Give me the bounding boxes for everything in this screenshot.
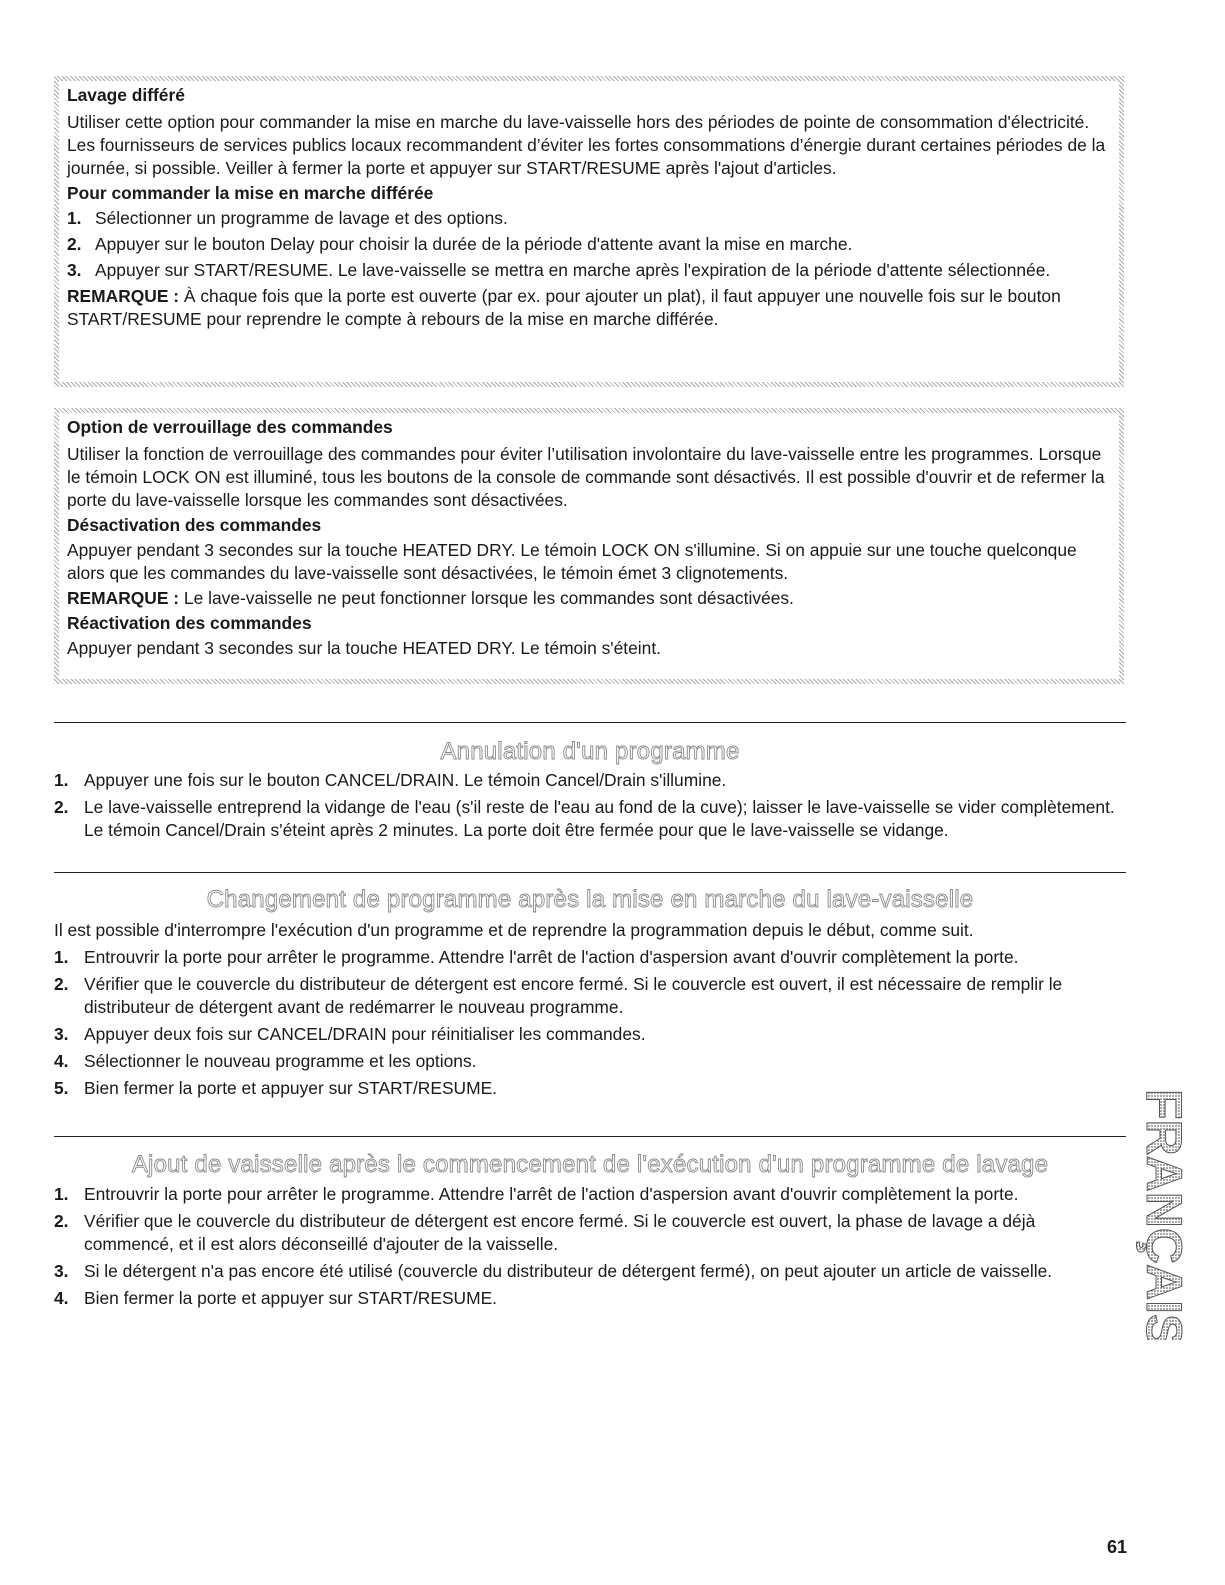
add-dishes-steps-list [54, 1183, 1124, 1310]
delay-start-subtitle: Pour commander la mise en marche différée [67, 183, 434, 203]
step-text: Vérifier que le couvercle du distributeur de détergent est encore fermé. Si le couvercle est ouvert, la phase de lavage a déjà commencé, et il est alors déconseillé d'ajouter de la vaisselle. [84, 1211, 1036, 1254]
delay-wash-box [54, 76, 1124, 387]
list-item [54, 1077, 1124, 1100]
change-steps-list [54, 946, 1124, 1100]
step-text: Appuyer sur START/RESUME. Le lave-vaisselle se mettra en marche après l'expiration de la période d'attente sélectionnée. [95, 260, 1051, 280]
cancel-section [54, 769, 1124, 846]
language-side-tab [1135, 1085, 1187, 1340]
step-number: 1. [54, 770, 69, 790]
delay-wash-intro: Utiliser cette option pour commander la mise en marche du lave-vaisselle hors des périodes de pointe de consommation d'électricité. Les fournisseurs de services publics locaux recommandent d’éviter les fortes consommations d’énergie durant certaines périodes de la journée, si possible. Veiller à fermer la porte et appuyer sur START/RESUME après l'ajout d'articles. [67, 112, 1106, 178]
reactivate-title: Réactivation des commandes [67, 613, 312, 633]
list-item [67, 259, 1111, 282]
step-number: 2. [54, 974, 69, 994]
language-tab-text: FRANÇAIS [1136, 1089, 1187, 1340]
step-text: Vérifier que le couvercle du distributeur de détergent est encore fermé. Si le couvercle est ouvert, il est nécessaire de remplir le distributeur de détergent avant de redémarrer le nouveau programme. [84, 974, 1063, 1017]
step-number: 2. [54, 1211, 69, 1231]
add-dishes-section-title: Ajout de vaisselle après le commencement de l'exécution d'un programme de lavage [131, 1151, 1049, 1178]
step-text: Sélectionner le nouveau programme et les options. [84, 1051, 477, 1071]
step-number: 1. [67, 208, 82, 228]
control-lock-intro: Utiliser la fonction de verrouillage des commandes pour éviter l’utilisation involontaire du lave-vaisselle entre les programmes. Lorsque le témoin LOCK ON est illuminé, tous les boutons de la console de commande sont désactivés. Il est possible d'ouvrir et de refermer la porte du lave-vaisselle lorsque les commandes sont désactivées. [67, 444, 1105, 510]
language-tab-graphic [1135, 1085, 1187, 1340]
list-item [54, 1287, 1124, 1310]
lock-note [67, 587, 1111, 610]
note-text: Le lave-vaisselle ne peut fonctionner lorsque les commandes sont désactivées. [179, 588, 794, 608]
change-intro: Il est possible d'interrompre l'exécution d'un programme et de reprendre la programmation depuis le début, comme suit. [54, 920, 974, 940]
change-section-title: Changement de programme après la mise en marche du lave-vaisselle [206, 886, 974, 913]
step-number: 1. [54, 1184, 69, 1204]
control-lock-box [54, 408, 1124, 684]
list-item [54, 769, 1124, 792]
list-item [54, 1210, 1124, 1256]
cancel-section-title: Annulation d'un programme [440, 738, 740, 765]
step-number: 4. [54, 1051, 69, 1071]
step-number: 3. [67, 260, 82, 280]
step-number: 2. [54, 797, 69, 817]
step-text: Si le détergent n'a pas encore été utilisé (couvercle du distributeur de détergent fermé), on peut ajouter un article de vaisselle. [84, 1261, 1053, 1281]
reactivate-text: Appuyer pendant 3 secondes sur la touche HEATED DRY. Le témoin s'éteint. [67, 638, 661, 658]
list-item [54, 1023, 1124, 1046]
step-text: Bien fermer la porte et appuyer sur START/RESUME. [84, 1288, 498, 1308]
step-text: Bien fermer la porte et appuyer sur START/RESUME. [84, 1078, 498, 1098]
step-number: 2. [67, 234, 82, 254]
change-section [54, 919, 1124, 1104]
step-text: Entrouvrir la porte pour arrêter le programme. Attendre l'arrêt de l'action d'aspersion avant d'ouvrir complètement la porte. [84, 1184, 1019, 1204]
step-text: Le lave-vaisselle entreprend la vidange de l'eau (s'il reste de l'eau au fond de la cuve); laisser le lave-vaisselle se vider complètement. Le témoin Cancel/Drain s'éteint après 2 minutes. La porte doit être fermée pour que le lave-vaisselle se vidange. [84, 797, 1115, 840]
step-text: Entrouvrir la porte pour arrêter le programme. Attendre l'arrêt de l'action d'aspersion avant d'ouvrir complètement la porte. [84, 947, 1019, 967]
note-label: REMARQUE : [67, 286, 180, 306]
delay-wash-title: Lavage différé [67, 85, 185, 105]
step-number: 3. [54, 1261, 69, 1281]
step-number: 1. [54, 947, 69, 967]
list-item [54, 973, 1124, 1019]
page-number: 61 [1106, 1537, 1127, 1557]
deactivate-title: Désactivation des commandes [67, 515, 322, 535]
step-text: Appuyer deux fois sur CANCEL/DRAIN pour réinitialiser les commandes. [84, 1024, 646, 1044]
list-item [54, 946, 1124, 969]
deactivate-text: Appuyer pendant 3 secondes sur la touche HEATED DRY. Le témoin LOCK ON s'illumine. Si on appuie sur une touche quelconque alors que les commandes du lave-vaisselle sont désactivées, le témoin émet 3 clignotements. [67, 540, 1077, 583]
delay-steps-list [67, 207, 1111, 282]
step-number: 3. [54, 1024, 69, 1044]
section-divider [54, 1136, 1126, 1137]
note-text: À chaque fois que la porte est ouverte (par ex. pour ajouter un plat), il faut appuyer une nouvelle fois sur le bouton START/RESUME pour reprendre le compte à rebours de la mise en marche différée. [67, 286, 1061, 329]
step-number: 4. [54, 1288, 69, 1308]
cancel-steps-list [54, 769, 1124, 842]
step-number: 5. [54, 1078, 69, 1098]
list-item [67, 233, 1111, 256]
list-item [54, 1183, 1124, 1206]
list-item [54, 1260, 1124, 1283]
add-dishes-section [54, 1183, 1124, 1314]
list-item [67, 207, 1111, 230]
section-divider [54, 722, 1126, 723]
section-divider [54, 872, 1126, 873]
list-item [54, 796, 1124, 842]
delay-note [67, 285, 1111, 331]
step-text: Sélectionner un programme de lavage et des options. [95, 208, 508, 228]
step-text: Appuyer une fois sur le bouton CANCEL/DRAIN. Le témoin Cancel/Drain s'illumine. [84, 770, 727, 790]
control-lock-title: Option de verrouillage des commandes [67, 417, 393, 437]
step-text: Appuyer sur le bouton Delay pour choisir la durée de la période d'attente avant la mise en marche. [95, 234, 853, 254]
note-label: REMARQUE : [67, 588, 180, 608]
list-item [54, 1050, 1124, 1073]
